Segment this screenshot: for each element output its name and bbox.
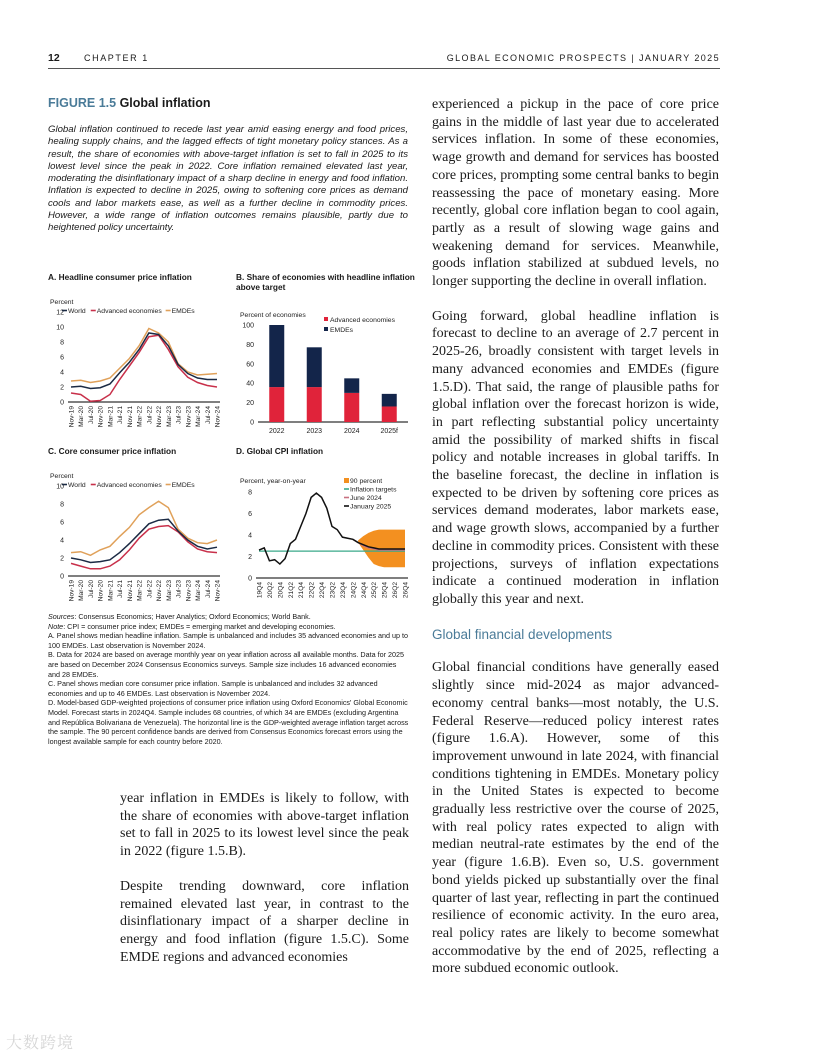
page-number: 12 [48,52,60,64]
svg-text:Percent: Percent [50,299,74,306]
svg-text:90 percent: 90 percent [350,478,383,485]
svg-text:23Q4: 23Q4 [339,582,347,599]
body-right-column [432,96,719,995]
svg-text:EMDEs: EMDEs [171,308,195,315]
svg-text:Mar-21: Mar-21 [107,580,115,601]
svg-text:Jul-24: Jul-24 [204,406,212,424]
svg-text:Percent, year-on-year: Percent, year-on-year [240,478,306,485]
svg-text:Mar-20: Mar-20 [78,406,86,427]
figure-description: Global inflation continued to recede last year amid easing energy and food prices, healing supply chains, and the lagged effects of tight monetary policy stances. As a result, the share of economies with above-target inflation is set to fall in 2025 to its lowest level since the peak in 2022. Core inflation remained elevated last year, moderating the disinflationary impact of a sharp decline in energy and food inflation. Inflation is expected to decline in 2025, owing to softening core prices as demand cools and labor markets ease, as well as a further decline in commodity prices. However, a wide range of inflation outcomes remains plausible, partly due to heightened policy uncertainty. [48,124,408,234]
svg-text:Jul-21: Jul-21 [117,406,125,424]
publication-title: GLOBAL ECONOMIC PROSPECTS | JANUARY 2025 [446,53,720,63]
note-a: A. Panel shows median headline inflation. Sample is unbalanced and includes 35 advanced economies and up to 100 EMDEs. Last observation is November 2024. [48,631,409,650]
svg-text:Mar-20: Mar-20 [78,580,86,601]
svg-text:Jul-23: Jul-23 [175,580,183,598]
svg-text:Mar-22: Mar-22 [136,580,144,601]
svg-text:Nov-20: Nov-20 [97,406,105,428]
note-d: D. Model-based GDP-weighted projections of consumer price inflation using Oxford Economics' Global Economic Model. Forecast starts in 2024Q4. Sample includes 68 countries, of which 34 are EMDEs (excluding Argentina and República Bolivariana de Venezuela). The horizontal line is the GDP-weighted average inflation target across the sample. The 90 percent confidence bands are derived from Consensus Economics forecast errors using the longest available sample for each country before 2020. [48,698,409,746]
note-b: B. Data for 2024 are based on average monthly year on year inflation across all available months. Data for 2025 are based on December 2024 Consensus Economics surveys. Sample size includes 16 advanced economies and 28 EMDEs. [48,650,404,679]
chart-headline-inflation [48,282,228,440]
svg-text:0: 0 [60,399,64,407]
panel-c-title: C. Core consumer price inflation [48,446,177,456]
svg-text:Nov-21: Nov-21 [126,406,134,428]
panel-d [236,446,416,614]
panel-c [48,446,228,614]
paragraph: Despite trending downward, core inflation remained elevated last year, in contrast to the disinflationary impact of a sharper decline in energy and food inflation (figure 1.5.C). Some EMDE regions and advanced economies [120,878,409,965]
note-line: Note: CPI = consumer price index; EMDEs = emerging market and developing economies. [48,621,336,631]
svg-text:6: 6 [60,519,64,527]
svg-text:80: 80 [246,341,254,349]
paragraph: experienced a pickup in the pace of core price gains in the middle of last year due to accelerated services inflation. In some of these economies, wage growth and demand for services has boosted core prices, prompting some central banks to begin reassessing the pace of monetary easing. More recently, global core inflation began to cool again, partly as a result of slowing wage gains and weakening demand for services. Meanwhile, goods inflation stabilized at subdued levels, no longer supporting the decline in overall inflation. [432,97,719,290]
svg-text:Nov-19: Nov-19 [68,406,76,428]
svg-text:Percent of economies: Percent of economies [240,312,306,319]
figure-notes [48,612,410,746]
svg-text:Mar-24: Mar-24 [195,406,203,427]
svg-text:8: 8 [248,489,252,497]
panel-b-title: B. Share of economies with headline inflation above target [236,272,415,292]
svg-text:Mar-22: Mar-22 [136,406,144,427]
svg-text:23Q2: 23Q2 [329,582,337,599]
svg-text:10: 10 [56,324,64,332]
svg-text:Mar-23: Mar-23 [165,406,173,427]
svg-text:20Q4: 20Q4 [277,582,285,599]
chapter-label: CHAPTER 1 [84,53,149,63]
svg-text:20Q2: 20Q2 [266,582,274,599]
svg-text:Jul-22: Jul-22 [146,406,154,424]
svg-text:EMDEs: EMDEs [330,327,354,334]
svg-text:12: 12 [56,309,64,317]
figure-title [48,96,211,110]
svg-text:Nov-19: Nov-19 [68,580,76,602]
svg-text:Mar-24: Mar-24 [195,580,203,601]
panel-a-title: A. Headline consumer price inflation [48,272,192,282]
svg-text:Advanced economies: Advanced economies [96,482,162,489]
svg-text:Nov-22: Nov-22 [156,406,164,428]
svg-text:Jul-21: Jul-21 [117,580,125,598]
svg-text:26Q2: 26Q2 [392,582,400,599]
svg-text:World: World [68,482,86,489]
svg-text:Nov-23: Nov-23 [185,406,193,428]
body-left-column [120,790,409,983]
svg-text:21Q4: 21Q4 [298,582,306,599]
svg-text:2023: 2023 [306,428,323,435]
svg-text:4: 4 [60,537,64,545]
svg-text:0: 0 [248,575,252,583]
svg-text:6: 6 [60,354,64,362]
svg-text:Inflation targets: Inflation targets [350,486,397,494]
svg-text:World: World [68,308,86,315]
svg-text:Jul-20: Jul-20 [87,406,95,424]
svg-text:Nov-23: Nov-23 [185,580,193,602]
svg-text:2025f: 2025f [380,428,399,435]
svg-text:2: 2 [60,555,64,563]
figure-name: Global inflation [119,96,211,110]
watermark: 大数跨境 [6,1035,75,1052]
svg-text:6: 6 [248,511,252,518]
svg-text:Advanced economies: Advanced economies [96,308,162,315]
svg-text:Jul-24: Jul-24 [204,580,212,598]
svg-text:Nov-24: Nov-24 [214,406,222,428]
svg-text:0: 0 [60,573,64,581]
svg-text:Jul-20: Jul-20 [87,580,95,598]
svg-text:22Q4: 22Q4 [319,582,327,599]
svg-text:0: 0 [250,419,254,427]
svg-text:Nov-22: Nov-22 [156,580,164,602]
svg-text:10: 10 [56,483,64,491]
svg-text:Nov-21: Nov-21 [126,580,134,602]
svg-text:21Q2: 21Q2 [287,582,295,599]
svg-text:EMDEs: EMDEs [171,482,195,489]
svg-text:60: 60 [246,361,254,369]
svg-text:100: 100 [242,322,254,330]
svg-text:2022: 2022 [268,428,285,435]
svg-text:2: 2 [248,554,252,561]
chart-share-above-target [236,292,416,440]
svg-text:8: 8 [60,339,64,347]
paragraph: year inflation in EMDEs is likely to follow, with the share of economies with above-target inflation set to fall in 2025 to its lowest level since the peak in 2022 (figure 1.5.B). [120,791,409,860]
svg-text:Mar-23: Mar-23 [165,580,173,601]
svg-text:Advanced economies: Advanced economies [330,317,395,324]
sources-line: Sources: Consensus Economics; Haver Analytics; Oxford Economics; World Bank. [48,612,311,621]
chart-global-cpi [236,456,416,614]
panel-b [236,272,416,440]
note-c: C. Panel shows median core consumer price inflation. Sample is unbalanced and includes 32 advanced economies and up to 46 EMDEs. Last observation is November 2024. [48,679,378,698]
svg-text:Nov-24: Nov-24 [214,580,222,602]
svg-text:2024: 2024 [343,428,360,435]
svg-text:24Q4: 24Q4 [360,582,368,599]
svg-text:22Q2: 22Q2 [308,582,316,599]
svg-text:24Q2: 24Q2 [350,582,358,599]
svg-text:40: 40 [246,380,254,388]
panel-a [48,272,228,440]
svg-text:Mar-21: Mar-21 [107,406,115,427]
svg-text:25Q4: 25Q4 [381,582,389,599]
svg-text:8: 8 [60,501,64,509]
svg-text:January 2025: January 2025 [350,503,392,511]
paragraph: Going forward, global headline inflation is forecast to decline to an average of 2.7 percent in 2025-26, broadly consistent with target levels in many advanced economies and EMDEs (figure 1.5.D). That said, the range of plausible paths for global inflation over the forecast horizon is wide, in part reflecting substantial policy uncertainty amid the possibility of marked shifts in fiscal policy and notable increases in global tariffs. In the baseline forecast, the decline in inflation is expected to be driven by softening core prices as services demand moderates, labor markets ease, and wage growth slows, accompanied by a further decline in commodity prices. Consistent with these projections, surveys of inflation expectations indicate a continued moderation in inflation globally this year and next. [432,308,719,607]
svg-text:Percent: Percent [50,473,74,480]
chart-core-inflation [48,456,228,614]
svg-text:Jul-22: Jul-22 [146,580,154,598]
section-heading: Global financial developments [432,626,613,642]
paragraph: Global financial conditions have generally eased slightly since mid-2024 as major advanced-economy central banks—most notably, the U.S. Federal Reserve—reduced policy interest rates (figure 1.6.A). However, some of this improvement unwound in late 2024, with financial conditions tightening in EMDEs. Monetary policy in the United States is expected to become gradually less restrictive over the course of 2025, with real policy rates expected to align with median neutral-rate estimates by the end of the year (figure 1.6.B). Even so, U.S. government bond yields picked up substantially over the final quarter of last year, reflecting in part the continued resilience of economic activity. In the euro area, real policy rates are likely to become somewhat accommodative by the end of 2025, reflecting a more subdued economic outlook. [432,660,719,977]
svg-text:4: 4 [60,369,64,377]
svg-text:June 2024: June 2024 [350,495,382,502]
svg-text:Jul-23: Jul-23 [175,406,183,424]
running-header [48,52,720,69]
svg-text:25Q2: 25Q2 [371,582,379,599]
svg-text:26Q4: 26Q4 [402,582,410,599]
panel-d-title: D. Global CPI inflation [236,446,324,456]
svg-text:20: 20 [246,400,254,408]
svg-text:4: 4 [248,532,252,540]
svg-text:19Q4: 19Q4 [256,582,264,599]
svg-text:Nov-20: Nov-20 [97,580,105,602]
svg-text:2: 2 [60,384,64,392]
figure-number: FIGURE 1.5 [48,96,117,110]
